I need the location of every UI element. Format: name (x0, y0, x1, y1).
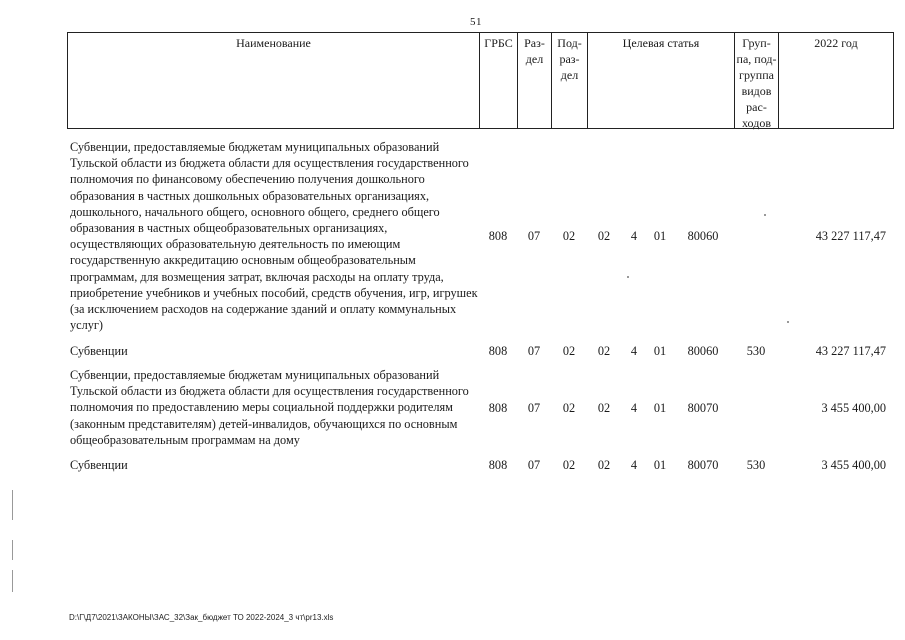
header-podrazdel: Под- раз- дел (551, 32, 587, 129)
header-year: 2022 год (778, 32, 894, 129)
scan-artifact (12, 540, 13, 560)
row-target-direction: 80060 (687, 344, 719, 358)
row-amount: 43 227 117,47 (815, 344, 886, 358)
row-target-direction: 80060 (687, 229, 719, 243)
row-razdel: 07 (527, 458, 541, 472)
row-target-event: 01 (653, 458, 667, 472)
scan-artifact (787, 321, 789, 323)
row-target-type: 4 (630, 229, 638, 243)
row-podrazdel: 02 (562, 401, 576, 415)
header-target-article: Целевая статья (587, 32, 734, 129)
row-razdel: 07 (527, 229, 541, 243)
row-razdel: 07 (527, 401, 541, 415)
row-name: Субвенции, предоставляемые бюджетам муниципальных образований Тульской области из бюджета области для осуществления государственного полномочия по финансовому обеспечению получения дошкольного образования в частных дошкольных образовательных организациях, дошкольного, начального общего, основного общего, среднего общего образования в частных общеобразовательных организациях, осуществляющих образовательную деятельность по имеющим государственную аккредитацию основным общеобразовательным программам, для возмещения затрат, включая расходы на оплату труда, приобретение учебников и учебных пособий, средств обучения, игр, игрушек (за исключением расходов на содержание зданий и оплату коммунальных услуг) (70, 140, 478, 333)
row-grbs: 808 (488, 401, 508, 415)
header-grbs: ГРБС (479, 32, 517, 129)
row-podrazdel: 02 (562, 458, 576, 472)
row-expense-group: 530 (746, 458, 766, 472)
row-target-program: 02 (597, 229, 611, 243)
file-path-footer: D:\Г\Д7\2021\ЗАКОНЫ\ЗАС_32\Зак_бюджет ТО 2022-2024_3 чт\pr13.xls (69, 613, 334, 622)
row-target-event: 01 (653, 344, 667, 358)
scan-artifact (12, 570, 13, 592)
row-target-event: 01 (653, 229, 667, 243)
row-amount: 3 455 400,00 (821, 458, 886, 472)
row-name: Субвенции (70, 458, 128, 472)
header-bottom-rule (67, 128, 894, 129)
header-name: Наименование (67, 32, 479, 129)
row-podrazdel: 02 (562, 344, 576, 358)
row-target-program: 02 (597, 401, 611, 415)
scan-artifact (764, 214, 766, 216)
row-amount: 43 227 117,47 (815, 229, 886, 243)
row-grbs: 808 (488, 229, 508, 243)
header-expense-group: Груп- па, под- группа видов рас- ходов (734, 32, 778, 129)
scan-artifact (12, 490, 13, 520)
row-target-type: 4 (630, 344, 638, 358)
row-target-event: 01 (653, 401, 667, 415)
row-expense-group: 530 (746, 344, 766, 358)
page-number: 51 (470, 16, 482, 28)
row-grbs: 808 (488, 344, 508, 358)
row-name: Субвенции (70, 344, 128, 358)
row-target-program: 02 (597, 344, 611, 358)
row-target-program: 02 (597, 458, 611, 472)
row-podrazdel: 02 (562, 229, 576, 243)
scan-artifact (627, 276, 629, 278)
row-name: Субвенции, предоставляемые бюджетам муниципальных образований Тульской области из бюджета области для осуществления государственного полномочия по предоставлению меры социальной поддержки родителям (законным представителям) детей-инвалидов, обучающихся по основным общеобразовательным программам на дому (70, 368, 469, 447)
header-razdel: Раз- дел (517, 32, 551, 129)
row-target-direction: 80070 (687, 401, 719, 415)
row-target-type: 4 (630, 458, 638, 472)
row-target-type: 4 (630, 401, 638, 415)
row-razdel: 07 (527, 344, 541, 358)
row-target-direction: 80070 (687, 458, 719, 472)
row-grbs: 808 (488, 458, 508, 472)
row-amount: 3 455 400,00 (821, 401, 886, 415)
